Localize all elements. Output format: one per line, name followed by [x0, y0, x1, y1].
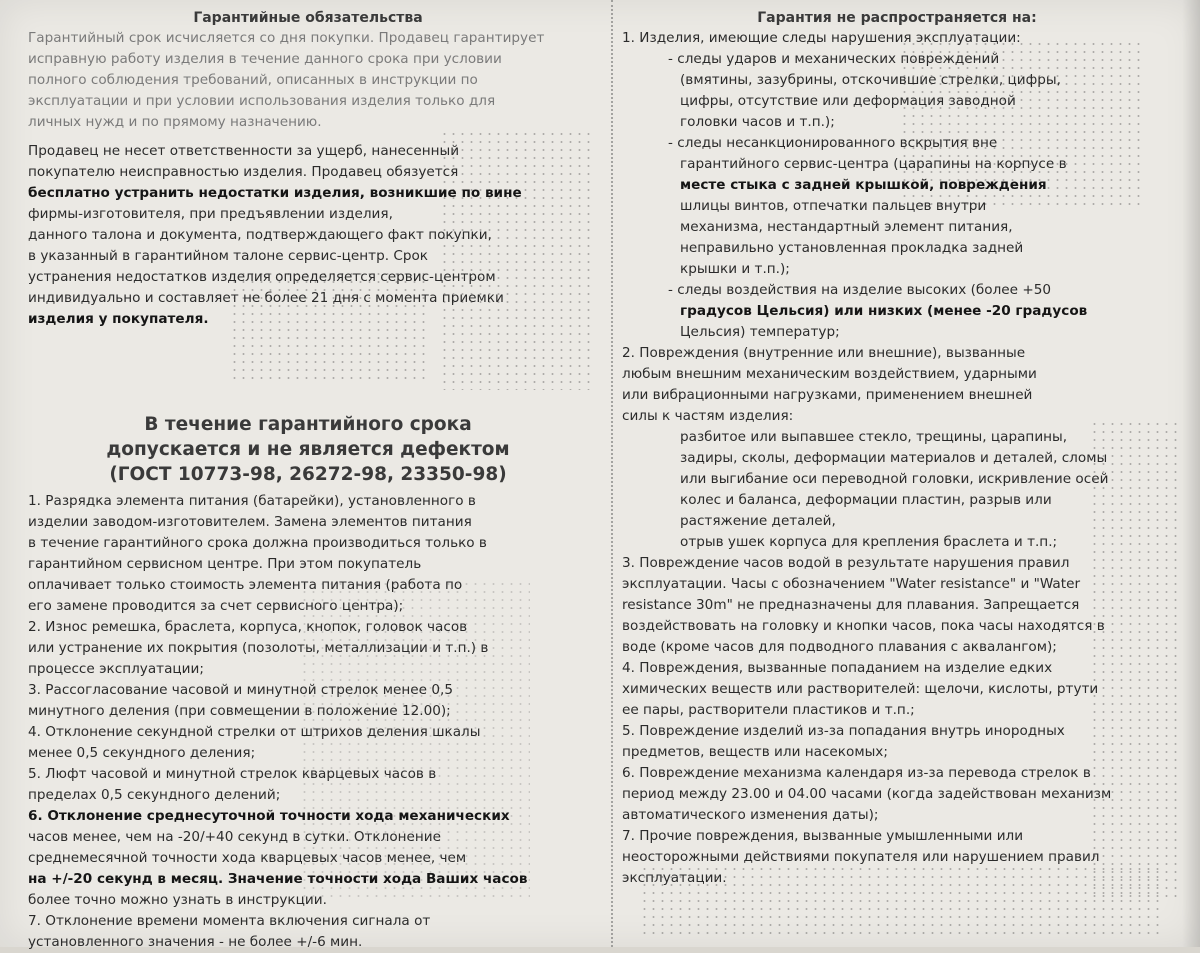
list-item: на +/-20 секунд в месяц. Значение точности хода Ваших часов: [28, 871, 528, 887]
intro-line: полного соблюдения требований, описанных в инструкции по: [28, 72, 478, 88]
list-item: изделии заводом-изготовителем. Замена элементов питания: [28, 514, 472, 530]
list-item: или вибрационными нагрузками, применением внешней: [622, 387, 1033, 403]
intro-line: исправную работу изделия в течение данного срока при условии: [28, 51, 502, 67]
list-item: эксплуатации. Часы с обозначением "Water resistance" и "Water: [622, 576, 1081, 592]
list-item: предметов, веществ или насекомых;: [622, 744, 888, 760]
list-item: более точно можно узнать в инструкции.: [28, 892, 327, 908]
paragraph-line: покупателю неисправностью изделия. Продавец обязуется: [28, 164, 459, 180]
list-item: или устранение их покрытия (позолоты, металлизации и т.п.) в: [28, 640, 489, 656]
paragraph-line: изделия у покупателя.: [28, 311, 209, 327]
list-item: отрыв ушек корпуса для крепления браслета и т.п.;: [680, 534, 1058, 550]
list-item: колес и баланса, деформации пластин, разрыв или: [680, 492, 1052, 508]
allowed-items-list: [28, 491, 588, 953]
list-item: шлицы винтов, отпечатки пальцев внутри: [680, 198, 987, 214]
intro-line: личных нужд и по прямому назначению.: [28, 114, 322, 130]
intro-line: эксплуатации и при условии использования изделия только для: [28, 93, 496, 109]
list-item: 2. Повреждения (внутренние или внешние), вызванные: [622, 345, 1026, 361]
list-item: 3. Повреждение часов водой в результате нарушения правил: [622, 555, 1070, 571]
page-fold: [611, 0, 614, 947]
heading-line: (ГОСТ 10773-98, 26272-98, 23350-98): [109, 464, 507, 485]
list-item: гарантийного сервис-центра (царапины на корпусе в: [680, 156, 1067, 172]
list-item: среднемесячной точности хода кварцевых часов менее, чем: [28, 850, 467, 866]
list-item: Цельсия) температур;: [680, 324, 840, 340]
list-item: установленного значения - не более +/-6 мин.: [28, 934, 363, 950]
paragraph-line: данного талона и документа, подтверждающего факт покупки,: [28, 227, 492, 243]
list-item: его замене проводится за счет сервисного центра);: [28, 598, 404, 614]
heading-line: допускается и не является дефектом: [106, 439, 510, 460]
paragraph-line: фирмы-изготовителя, при предъявлении изделия,: [28, 206, 393, 222]
right-column: [622, 8, 1172, 889]
paragraph-line: Продавец не несет ответственности за ущерб, нанесенный: [28, 143, 460, 159]
list-item: ее пары, растворители пластиков и т.п.;: [622, 702, 915, 718]
list-item: 3. Рассогласование часовой и минутной стрелок менее 0,5: [28, 682, 453, 698]
list-item: 1. Разрядка элемента питания (батарейки), установленного в: [28, 493, 476, 509]
list-item: цифры, отсутствие или деформация заводной: [680, 93, 1016, 109]
list-item: 4. Отклонение секундной стрелки от штрихов деления шкалы: [28, 724, 481, 740]
list-item: - следы ударов и механических повреждений: [668, 51, 1000, 67]
list-item: период между 23.00 и 04.00 часами (когда задействован механизм: [622, 786, 1112, 802]
list-item: любым внешним механическим воздействием, ударными: [622, 366, 1037, 382]
list-item: 6. Повреждение механизма календаря из-за перевода стрелок в: [622, 765, 1091, 781]
list-item: 1. Изделия, имеющие следы нарушения эксплуатации:: [622, 30, 1021, 46]
list-item: - следы воздействия на изделие высоких (более +50: [668, 282, 1052, 298]
list-item: воздействовать на головку и кнопки часов, пока часы находятся в: [622, 618, 1105, 634]
list-item: месте стыка с задней крышкой, повреждения: [680, 177, 1047, 193]
left-intro: [28, 28, 588, 133]
list-item: гарантийном сервисном центре. При этом покупатель: [28, 556, 422, 572]
list-item: - следы несанкционированного вскрытия вне: [668, 135, 998, 151]
list-item: воде (кроме часов для подводного плавания с аквалангом);: [622, 639, 1057, 655]
paragraph-line: в указанный в гарантийном талоне сервис-центр. Срок: [28, 248, 429, 264]
list-item: неправильно установленная прокладка задней: [680, 240, 1024, 256]
list-item: разбитое или выпавшее стекло, трещины, царапины,: [680, 429, 1068, 445]
list-item: resistance 30m" не предназначены для плавания. Запрещается: [622, 597, 1080, 613]
list-item: неосторожными действиями покупателя или нарушением правил: [622, 849, 1100, 865]
list-item: 4. Повреждения, вызванные попаданием на изделие едких: [622, 660, 1053, 676]
list-item: пределах 0,5 секундного делений;: [28, 787, 281, 803]
left-column: [28, 8, 588, 953]
paragraph-line: индивидуально и составляет не более 21 дня с момента приемки: [28, 290, 504, 306]
left-title: Гарантийные обязательства: [193, 10, 423, 26]
list-item: 7. Отклонение времени момента включения сигнала от: [28, 913, 431, 929]
paragraph-line: устранения недостатков изделия определяется сервис-центром: [28, 269, 496, 285]
list-item: менее 0,5 секундного деления;: [28, 745, 256, 761]
list-item: силы к частям изделия:: [622, 408, 794, 424]
list-item: 6. Отклонение среднесуточной точности хода механических: [28, 808, 510, 824]
list-item: головки часов и т.п.);: [680, 114, 835, 130]
heading-line: В течение гарантийного срока: [144, 414, 472, 435]
list-item: 7. Прочие повреждения, вызванные умышленными или: [622, 828, 1024, 844]
list-item: часов менее, чем на -20/+40 секунд в сутки. Отклонение: [28, 829, 441, 845]
list-item: (вмятины, зазубрины, отскочившие стрелки, цифры,: [680, 72, 1061, 88]
exclusions-list: [622, 28, 1172, 889]
list-item: градусов Цельсия) или низких (менее -20 градусов: [680, 303, 1088, 319]
seller-liability-paragraph: [28, 141, 588, 330]
list-item: 2. Износ ремешка, браслета, корпуса, кнопок, головок часов: [28, 619, 468, 635]
list-item: химических веществ или растворителей: щелочи, кислоты, ртути: [622, 681, 1099, 697]
list-item: 5. Повреждение изделий из-за попадания внутрь инородных: [622, 723, 1065, 739]
list-item: растяжение деталей,: [680, 513, 836, 529]
list-item: эксплуатации.: [622, 870, 727, 886]
list-item: крышки и т.п.);: [680, 261, 790, 277]
list-item: или выгибание оси переводной головки, искривление осей: [680, 471, 1109, 487]
list-item: 5. Люфт часовой и минутной стрелок кварцевых часов в: [28, 766, 437, 782]
list-item: задиры, сколы, деформации материалов и деталей, сломы: [680, 450, 1108, 466]
list-item: в течение гарантийного срока должна производиться только в: [28, 535, 487, 551]
list-item: оплачивает только стоимость элемента питания (работа по: [28, 577, 463, 593]
list-item: процессе эксплуатации;: [28, 661, 204, 677]
paragraph-line: бесплатно устранить недостатки изделия, возникшие по вине: [28, 185, 522, 201]
list-item: автоматического изменения даты);: [622, 807, 879, 823]
allowed-section-heading: [28, 412, 588, 487]
paper-edge-shadow: [1182, 0, 1200, 947]
intro-line: Гарантийный срок исчисляется со дня покупки. Продавец гарантирует: [28, 30, 545, 46]
list-item: минутного деления (при совмещении в положение 12.00);: [28, 703, 451, 719]
list-item: механизма, нестандартный элемент питания,: [680, 219, 1013, 235]
right-title: Гарантия не распространяется на:: [757, 10, 1037, 26]
